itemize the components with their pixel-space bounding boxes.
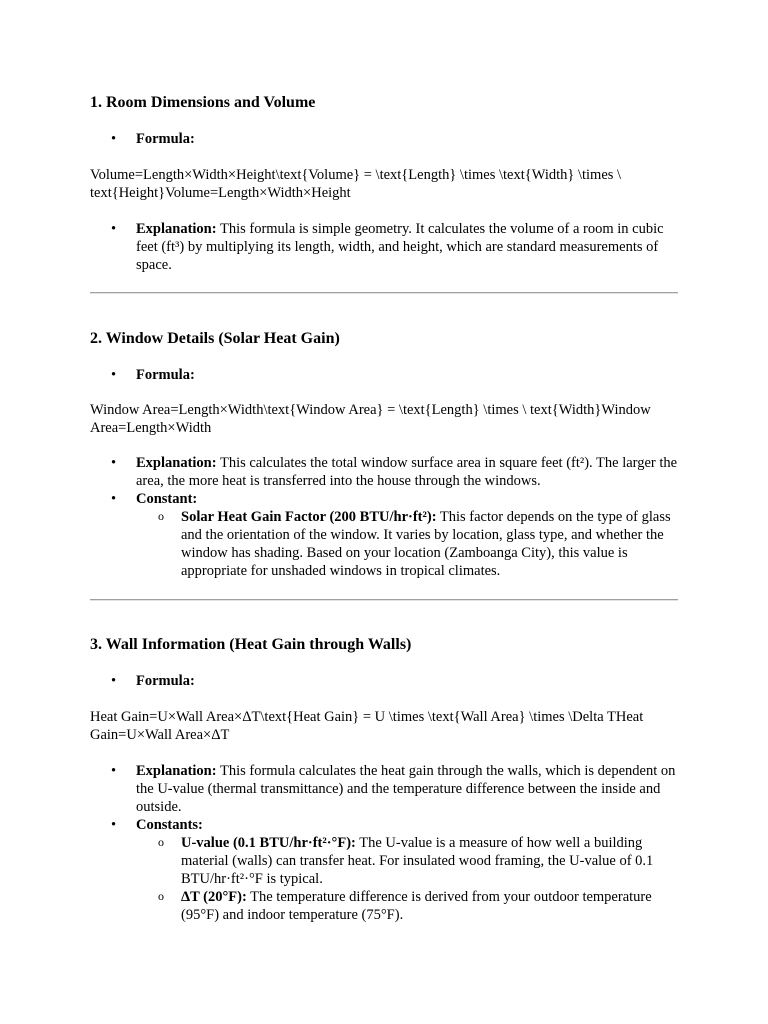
explanation-label: Explanation: xyxy=(136,455,217,471)
formula-text: Volume=Length×Width×Height\text{Volume} = \text{Length} \times \text{Width} \times \ text{Height}Volume=Length×Width×Height xyxy=(90,167,622,201)
formula-label: Formula: xyxy=(136,673,195,689)
constant-item xyxy=(90,888,678,924)
list-item xyxy=(90,130,678,148)
constants-sublist xyxy=(90,834,678,924)
formula-list xyxy=(90,130,678,148)
list-item xyxy=(90,762,678,816)
formula-label: Formula: xyxy=(136,131,195,147)
explanation-label: Explanation: xyxy=(136,763,217,779)
list-item xyxy=(90,220,678,274)
explanation-text: This formula is simple geometry. It calculates the volume of a room in cubic feet (ft³) by multiplying its length, width, and height, which are standard measurements of space. xyxy=(136,221,664,273)
section-heading: 2. Window Details (Solar Heat Gain) xyxy=(90,330,340,347)
constant-text: The U-value is a measure of how well a building material (walls) can transfer heat. For insulated wood framing, the U-value of 0.1 BTU/hr·ft²·°F is typical. xyxy=(181,835,654,887)
section-window-details xyxy=(90,329,678,580)
constant-item xyxy=(90,508,678,580)
explanation-list xyxy=(90,762,678,834)
list-item xyxy=(90,672,678,690)
constants-sublist xyxy=(90,508,678,580)
explanation-label: Explanation: xyxy=(136,221,217,237)
formula-list xyxy=(90,672,678,690)
constant-label: U-value (0.1 BTU/hr·ft²·°F): xyxy=(181,835,356,851)
list-item xyxy=(90,366,678,384)
constants-label: Constant: xyxy=(136,491,198,507)
constants-label: Constants: xyxy=(136,817,203,833)
horizontal-divider xyxy=(90,292,678,294)
list-item xyxy=(90,490,678,508)
constant-item xyxy=(90,834,678,888)
section-heading: 1. Room Dimensions and Volume xyxy=(90,94,316,111)
formula-text: Heat Gain=U×Wall Area×ΔT\text{Heat Gain} = U \times \text{Wall Area} \times \Delta THeat Gain=U×Wall Area×ΔT xyxy=(90,709,644,743)
constant-label: Solar Heat Gain Factor (200 BTU/hr·ft²): xyxy=(181,509,437,525)
section-room-dimensions xyxy=(90,93,678,274)
explanation-text: This calculates the total window surface area in square feet (ft²). The larger the area, the more heat is transferred into the house through the windows. xyxy=(136,455,678,489)
constant-label: ΔT (20°F): xyxy=(181,889,247,905)
horizontal-divider xyxy=(90,599,678,601)
section-wall-information xyxy=(90,635,678,924)
section-heading: 3. Wall Information (Heat Gain through Walls) xyxy=(90,636,412,653)
constant-text: The temperature difference is derived from your outdoor temperature (95°F) and indoor temperature (75°F). xyxy=(181,889,652,923)
explanation-list xyxy=(90,454,678,508)
explanation-text: This formula calculates the heat gain through the walls, which is dependent on the U-value (thermal transmittance) and the temperature difference between the inside and outside. xyxy=(136,763,676,815)
list-item xyxy=(90,454,678,490)
constant-text: This factor depends on the type of glass and the orientation of the window. It varies by location, glass type, and whether the window has shading. Based on your location (Zamboanga City), this value is appropriate for unshaded windows in tropical climates. xyxy=(181,509,671,579)
formula-list xyxy=(90,366,678,384)
formula-label: Formula: xyxy=(136,367,195,383)
list-item xyxy=(90,816,678,834)
formula-text: Window Area=Length×Width\text{Window Area} = \text{Length} \times \ text{Width}Window Area=Length×Width xyxy=(90,402,651,436)
explanation-list xyxy=(90,220,678,274)
